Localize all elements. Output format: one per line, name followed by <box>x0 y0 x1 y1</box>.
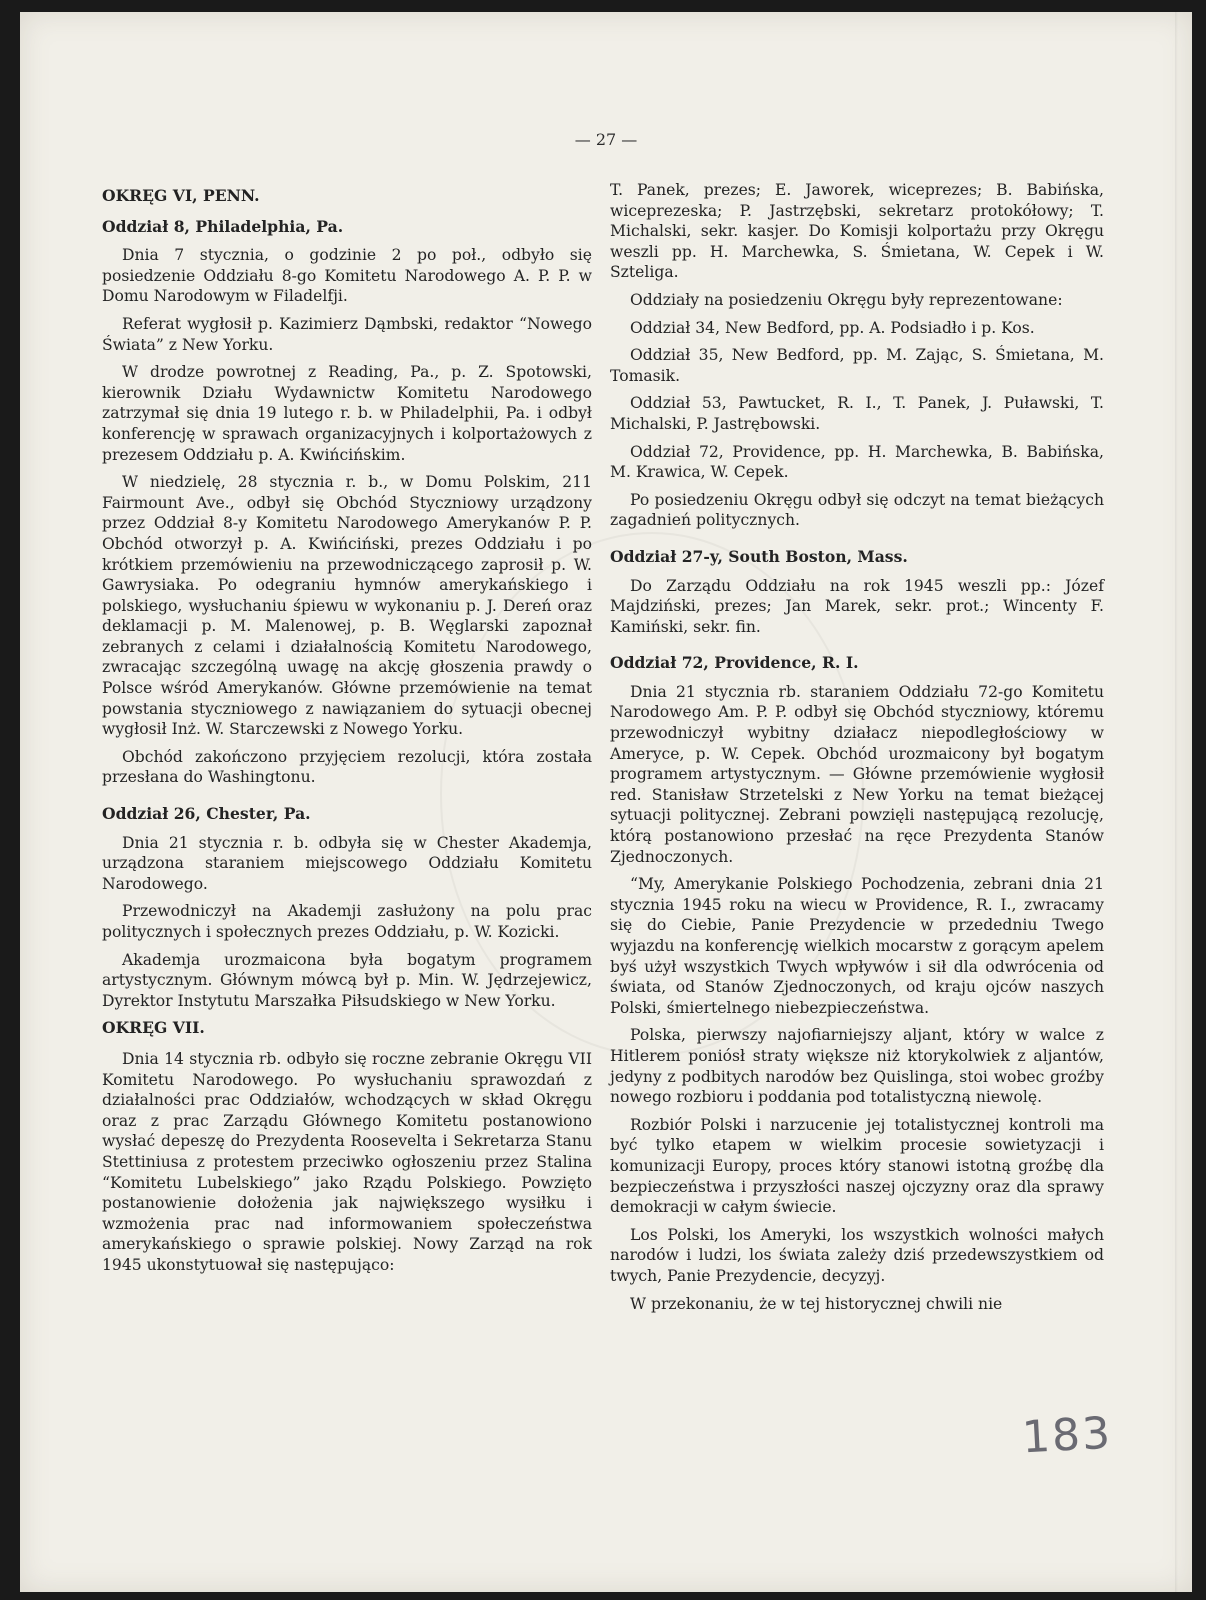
paragraph: Akademja urozmaicona była bogatym programem artystycznym. Głównym mówcą był p. Min. W. Jędrzejewicz, Dyrektor Instytutu Marszałka Piłsudskiego w New Yorku. <box>102 950 592 1010</box>
paragraph: Referat wygłosił p. Kazimierz Dąmbski, redaktor “Nowego Świata” z New Yorku. <box>102 314 592 354</box>
page-number: — 27 — <box>574 130 638 149</box>
paragraph: Los Polski, los Ameryki, los wszystkich wolności małych narodów i ludzi, los świata zależy dziś przedewszystkiem od twych, Panie Prezydencie, decyzyj. <box>610 1225 1104 1285</box>
paragraph: Dnia 21 stycznia rb. staraniem Oddziału 72-go Komitetu Narodowego Am. P. P. odbył się Obchód styczniowy, któremu przewodniczył wybitny działacz niepodległościowy w Ameryce, p. W. Cepek. Obchód urozmaicony był bogatym programem artystycznym. — Główne przemówienie wygłosił red. Stanisław Strzetelski z New Yorku na temat bieżącej sytuacji politycznej. Zebrani powzięli następującą rezolucję, którą postanowiono przesłać na ręce Prezydenta Stanów Zjednoczonych. <box>610 682 1104 866</box>
list-item: Oddział 72, Providence, pp. H. Marchewka, B. Babińska, M. Krawica, W. Cepek. <box>610 442 1104 482</box>
left-column <box>102 180 592 1283</box>
page-crease <box>1175 12 1178 1592</box>
represented-branches-list <box>610 318 1104 483</box>
handwritten-page-number: 183 <box>1020 1407 1114 1464</box>
section-heading-okreg-vi: OKRĘG VI, PENN. <box>102 186 260 205</box>
paragraph: Do Zarządu Oddziału na rok 1945 weszli pp.: Józef Majdziński, prezes; Jan Marek, sekr. prot.; Wincenty F. Kamiński, sekr. fin. <box>610 576 1104 636</box>
paragraph: Polska, pierwszy najofiarniejszy aljant, który w walce z Hitlerem poniósł straty większe niż ktorykolwiek z aljantów, jedyny z podbitych narodów bez Quislinga, stoi wobec groźby nowego rozbioru i poddania pod totalistyczną niewolę. <box>610 1026 1104 1107</box>
paragraph: Oddziały na posiedzeniu Okręgu były reprezentowane: <box>630 290 1063 309</box>
paragraph: Po posiedzeniu Okręgu odbył się odczyt na temat bieżących zagadnień politycznych. <box>610 490 1104 530</box>
paragraph: W przekonaniu, że w tej historycznej chwili nie <box>630 1294 1003 1313</box>
subheading-oddzial-72: Oddział 72, Providence, R. I. <box>610 653 859 673</box>
document-page <box>20 12 1192 1592</box>
subheading-oddzial-8: Oddział 8, Philadelphia, Pa. <box>102 216 344 236</box>
paragraph: Dnia 21 stycznia r. b. odbyła się w Chester Akademja, urządzona staraniem miejscowego Oddziału Komitetu Narodowego. <box>102 833 592 893</box>
subheading-oddzial-27: Oddział 27-y, South Boston, Mass. <box>610 546 908 566</box>
paragraph: Dnia 14 stycznia rb. odbyło się roczne zebranie Okręgu VII Komitetu Narodowego. Po wysłuchaniu sprawozdań z działalności prac Oddziałów, wchodzących w skład Okręgu oraz z prac Zarządu Głównego Komitetu postanowiono wysłać depeszę do Prezydenta Roosevelta i Sekretarza Stanu Stettiniusa z protestem przeciwko ogłoszeniu przez Stalina “Komitetu Lubelskiego” jako Rządu Polskiego. Powzięto postanowienie dołożenia jak największego wysiłku i wzmożenia prac nad informowaniem społeczeństwa amerykańskiego o sprawie polskiej. Nowy Zarząd na rok 1945 ukonstytuował się następująco: <box>102 1049 592 1274</box>
paragraph: W drodze powrotnej z Reading, Pa., p. Z. Spotowski, kierownik Działu Wydawnictw Komitetu Narodowego zatrzymał się dnia 19 lutego r. b. w Philadelphii, Pa. i odbył konferencję w sprawach organizacyjnych i kolportażowych z prezesem Oddziału p. A. Kwińcińskim. <box>102 363 592 464</box>
paragraph: W niedzielę, 28 stycznia r. b., w Domu Polskim, 211 Fairmount Ave., odbył się Obchód Styczniowy urządzony przez Oddział 8-y Komitetu Narodowego Amerykanów P. P. Obchód otworzył p. A. Kwińciński, prezes Oddziału i po krótkiem przemówieniu na przewodniczącego zaprosił p. W. Gawrysiaka. Po odegraniu hymnów amerykańskiego i polskiego, wysłuchaniu śpiewu w wykonaniu p. J. Dereń oraz deklamacji p. M. Malenowej, p. B. Węglarski zapoznał zebranych z celami i działalnością Komitetu Narodowego, zwracając szczególną uwagę na akcję głoszenia prawdy o Polsce wśród Amerykanów. Główne przemówienie na temat powstania styczniowego z nawiązaniem do sytuacji obecnej wygłosił Inż. W. Starczewski z Nowego Yorku. <box>102 473 592 739</box>
right-column <box>610 180 1104 1321</box>
paragraph: Dnia 7 stycznia, o godzinie 2 po poł., odbyło się posiedzenie Oddziału 8-go Komitetu Narodowego A. P. P. w Domu Narodowym w Filadelfji. <box>102 246 592 306</box>
paragraph: “My, Amerykanie Polskiego Pochodzenia, zebrani dnia 21 stycznia 1945 roku na wiecu w Providence, R. I., zwracamy się do Ciebie, Panie Prezydencie w przededniu Twego wyjazdu na konferencję wielkich mocarstw z gorącym apelem byś użył wszystkich Twych wpływów i sił dla odwrócenia od świata, od Stanów Zjednoczonych, od kraju ojców naszych Polski, śmiertelnego niebezpieczeństwa. <box>610 875 1104 1017</box>
subheading-oddzial-26: Oddział 26, Chester, Pa. <box>102 804 311 824</box>
section-heading-okreg-vii: OKRĘG VII. <box>102 1018 205 1038</box>
list-item: Oddział 34, New Bedford, pp. A. Podsiadło i p. Kos. <box>630 318 1035 337</box>
list-item: Oddział 35, New Bedford, pp. M. Zając, S. Śmietana, M. Tomasik. <box>610 346 1104 385</box>
list-item: Oddział 53, Pawtucket, R. I., T. Panek, J. Puławski, T. Michalski, P. Jastrębowski. <box>610 394 1104 433</box>
continuation-paragraph: T. Panek, prezes; E. Jaworek, wiceprezes; B. Babińska, wiceprezeska; P. Jastrzębski, sekretarz protokółowy; T. Michalski, sekr. kasjer. Do Komisji kolportażu przy Okręgu weszli pp. H. Marchewka, S. Śmietana, W. Cepek i W. Szteliga. <box>610 181 1104 282</box>
paragraph: Rozbiór Polski i narzucenie jej totalistycznej kontroli ma być tylko etapem w wielkim procesie sowietyzacji i komunizacji Europy, proces który stanowi istotną groźbę dla bezpieczeństwa i przyszłości naszej ojczyzny oraz dla sprawy demokracji w całym świecie. <box>610 1115 1104 1217</box>
paragraph: Przewodniczył na Akademji zasłużony na polu prac politycznych i społecznych prezes Oddziału, p. W. Kozicki. <box>102 902 592 941</box>
paragraph: Obchód zakończono przyjęciem rezolucji, która została przesłana do Washingtonu. <box>102 747 592 787</box>
